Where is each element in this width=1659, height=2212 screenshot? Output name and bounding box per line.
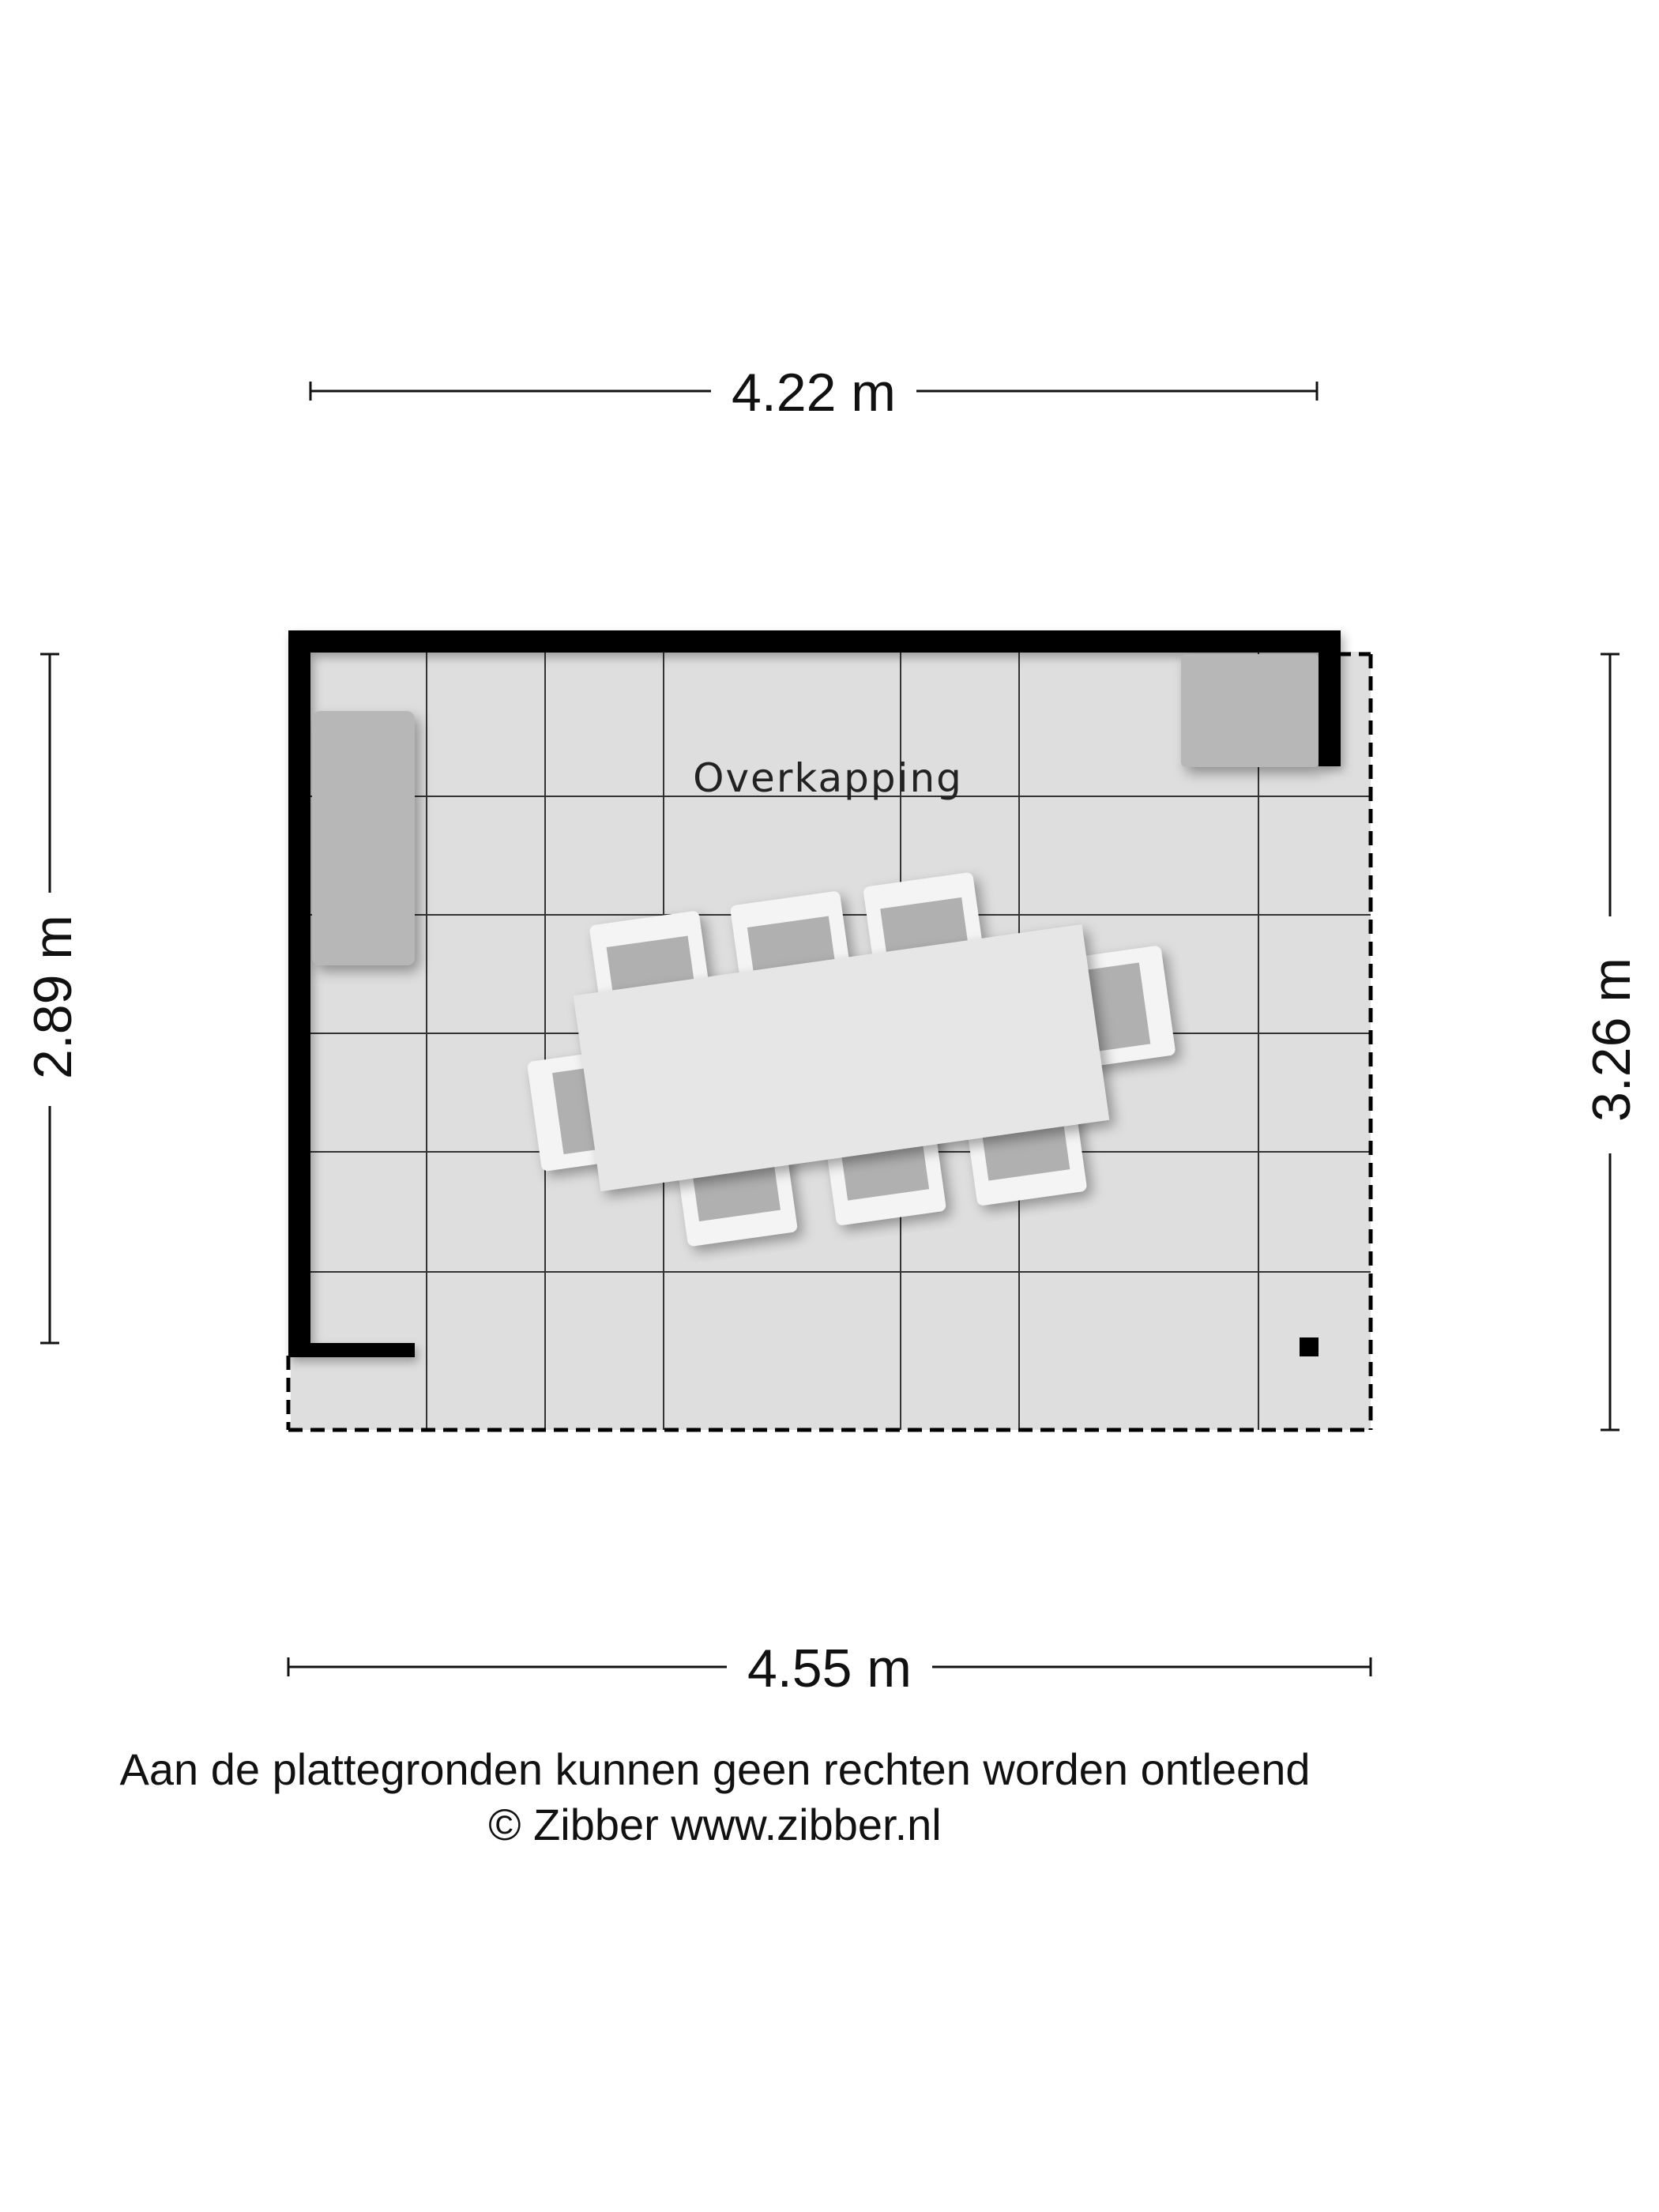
wall-right-stub [1319,630,1341,766]
dimension-left-label: 2.89 m [23,915,83,1079]
wall-left [288,630,310,1356]
dimension-top-label: 4.22 m [732,363,896,423]
dimension-right-label: 3.26 m [1582,957,1642,1122]
sideboard [312,711,415,965]
corner-cabinet [1181,654,1319,767]
wall-bottom-stub [288,1343,415,1357]
dimension-bottom-label: 4.55 m [747,1638,912,1698]
column-post [1300,1337,1319,1356]
wall-top [288,630,1341,653]
copyright-text: © Zibber www.zibber.nl [488,1800,942,1849]
room-label: Overkapping [693,755,963,801]
disclaimer-text: Aan de plattegronden kunnen geen rechten worden ontleend [119,1744,1311,1794]
